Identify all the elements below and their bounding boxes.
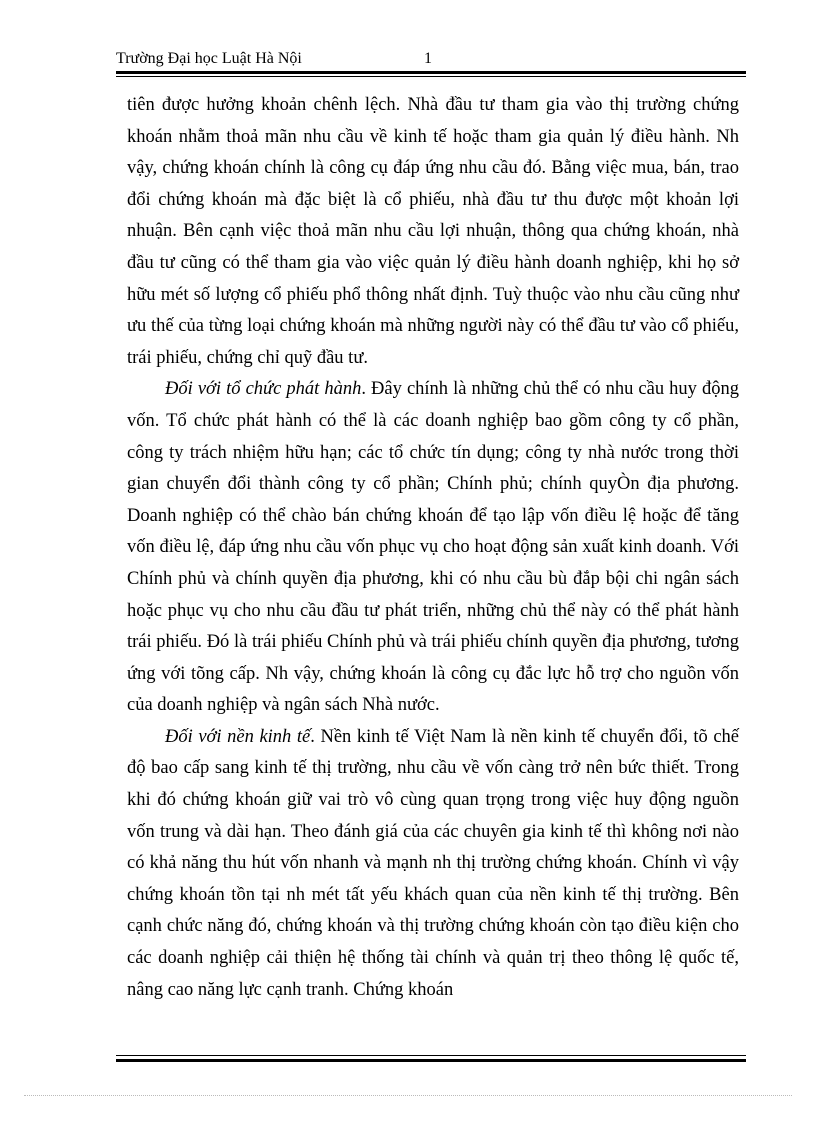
page-break-line [24, 1095, 792, 1096]
document-body [127, 90, 739, 1006]
paragraph-lead: Đối với tổ chức phát hành [165, 379, 362, 400]
paragraph-economy [127, 722, 739, 1006]
paragraph-lead: Đối với nền kinh tế [165, 726, 311, 747]
paragraph-investors [127, 90, 739, 374]
footer-rule-thin [116, 1055, 746, 1056]
page-header [116, 48, 746, 70]
paragraph-text: . Đây chính là những chủ thể có nhu cầu huy động vốn. Tổ chức phát hành có thể là các doanh nghiệp bao gồm công ty cổ phần, công ty trách nhiệm hữu hạn; các tổ chức tín dụng; công ty nhà nước trong thời gian chuyển đổi thành công ty cổ phần; Chính phủ; chính quyÒn địa phương. Doanh nghiệp có thể chào bán chứng khoán để tạo lập vốn điều lệ hoặc để tăng vốn điều lệ, đáp ứng nhu cầu vốn phục vụ cho hoạt động sản xuất kinh doanh. Với Chính phủ và chính quyền địa phương, khi có nhu cầu bù đắp bội chi ngân sách hoặc phục vụ cho nhu cầu đầu tư phát triển, những chủ thể này có thể phát hành trái phiếu. Đó là trái phiếu Chính phủ và trái phiếu chính quyền địa phương, tương ứng với tõng cấp. Nh vậy, chứng khoán là công cụ đắc lực hỗ trợ cho nguồn vốn của doanh nghiệp và ngân sách Nhà nước. [127, 379, 739, 716]
header-rule-thin [116, 76, 746, 77]
paragraph-text: . Nền kinh tế Việt Nam là nền kinh tế chuyển đổi, tõ chế độ bao cấp sang kinh tế thị trường, nhu cầu về vốn càng trở nên bức thiết. Trong khi đó chứng khoán giữ vai trò vô cùng quan trọng trong việc huy động nguồn vốn trung và dài hạn. Theo đánh giá của các chuyên gia kinh tế thì không nơi nào có khả năng thu hút vốn nhanh và mạnh nh thị trường chứng khoán. Chính vì vậy chứng khoán tồn tại nh mét tất yếu khách quan của nền kinh tế thị trường. Bên cạnh chức năng đó, chứng khoán và thị trường chứng khoán còn tạo điều kiện cho các doanh nghiệp cải thiện hệ thống tài chính và quản trị theo thông lệ quốc tế, nâng cao năng lực cạnh tranh. Chứng khoán [127, 726, 740, 1000]
header-rule-thick [116, 71, 746, 74]
footer-rule-thick [116, 1059, 746, 1062]
paragraph-issuers [127, 374, 739, 722]
header-school-name: Trường Đại học Luật Hà Nội [116, 50, 302, 67]
paragraph-text: tiên được hưởng khoản chênh lệch. Nhà đầu tư tham gia vào thị trường chứng khoán nhằm thoả mãn nhu cầu về kinh tế hoặc tham gia quản lý điều hành. Nh vậy, chứng khoán chính là công cụ đáp ứng nhu cầu đó. Bằng việc mua, bán, trao đổi chứng khoán mà đặc biệt là cổ phiếu, nhà đầu tư thu được một khoản lợi nhuận. Bên cạnh việc thoả mãn nhu cầu lợi nhuận, thông qua chứng khoán, nhà đầu tư cũng có thể tham gia vào việc quản lý điều hành doanh nghiệp, khi họ sở hữu mét số lượng cổ phiếu phổ thông nhất định. Tuỳ thuộc vào nhu cầu cũng như ưu thế của từng loại chứng khoán mà những người này có thể đầu tư vào cổ phiếu, trái phiếu, chứng chỉ quỹ đầu tư. [127, 95, 739, 368]
page-number: 1 [424, 50, 432, 67]
